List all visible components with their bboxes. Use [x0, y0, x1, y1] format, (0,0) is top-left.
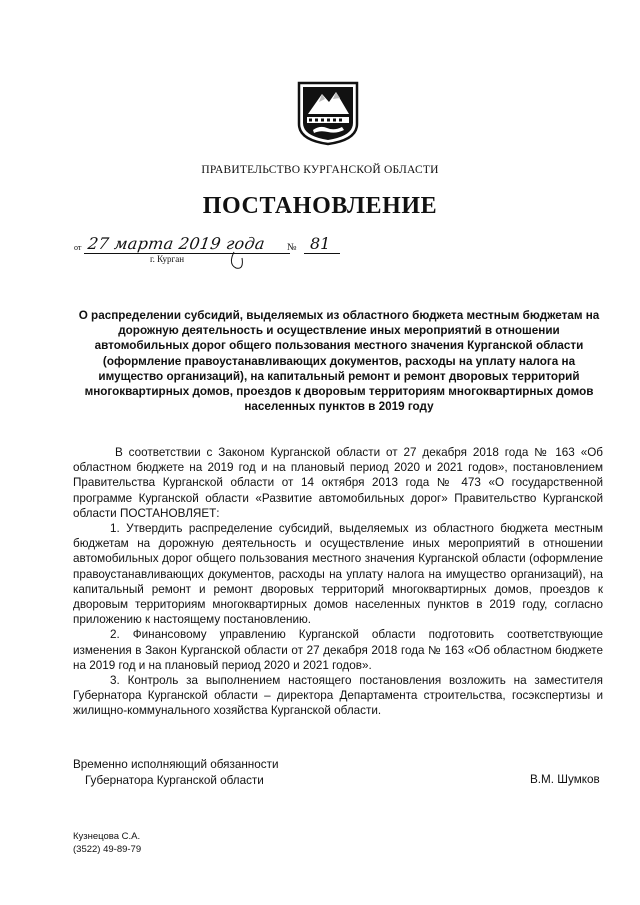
- executor-contact: [73, 830, 141, 856]
- executor-name: Кузнецова С.А.: [73, 831, 141, 842]
- item-3-paragraph: 3. Контроль за выполнением настоящего постановления возложить на заместителя Губернатора Курганской области – директора Департамента строительства, госэкспертизы и жилищно-коммунального хозяйства Курганской области.: [73, 674, 603, 718]
- signer-name: В.М. Шумков: [530, 773, 600, 786]
- city-label: г. Курган: [150, 254, 185, 264]
- date-number-block: [74, 234, 354, 268]
- signer-position: [73, 757, 278, 789]
- resolution-body: [73, 445, 603, 719]
- handwritten-number: 81: [310, 234, 331, 253]
- number-sign: №: [287, 242, 297, 253]
- preamble-paragraph: В соответствии с Законом Курганской области от 27 декабря 2018 года № 163 «Об областном бюджете на 2019 год и на плановый период 2020 и 2021 годов», постановлением Правительства Курганской области от 14 октября 2013 года № 473 «О государственной программе Курганской области «Развитие автомобильных дорог» Правительство Курганской области ПОСТАНОВЛЯЕТ:: [73, 446, 603, 520]
- handwriting-flourish: [224, 248, 264, 272]
- item-1-paragraph: 1. Утвердить распределение субсидий, выделяемых из областного бюджета местным бюджетам на дорожную деятельность и осуществление иных мероприятий в отношении автомобильных дорог общего пользования местного значения Курганской области (оформление правоустанавливающих документов, расходы на уплату налога на имущество организаций), на капитальный ремонт и ремонт дворовых территорий многоквартирных домов, проездов к дворовым территориям многоквартирных домов населенных пунктов в 2019 году, согласно приложению к настоящему постановлению.: [73, 522, 603, 627]
- number-underline: [304, 253, 340, 254]
- item-2-paragraph: 2. Финансовому управлению Курганской области подготовить соответствующие изменения в Закон Курганской области от 27 декабря 2018 года № 163 «Об областном бюджете на 2019 год и на плановый период 2020 и 2021 годов».: [73, 628, 603, 672]
- executor-phone: (3522) 49-89-79: [73, 844, 142, 855]
- signer-position-line1: Временно исполняющий обязанности: [73, 758, 279, 771]
- document-title: ПОСТАНОВЛЕНИЕ: [202, 193, 438, 219]
- resolution-heading: О распределении субсидий, выделяемых из областного бюджета местным бюджетам на дорожную деятельность и осуществление иных мероприятий в отношении автомобильных дорог общего пользования местного значения Курганской области (оформление правоустанавливающих документов, расходы на уплату налога на имущество организаций), на капитальный ремонт и ремонт дворовых территорий многоквартирных домов, проездов к дворовым территориям многоквартирных домов населенных пунктов в 2019 году: [78, 309, 600, 414]
- coat-of-arms-icon: [296, 80, 360, 146]
- government-name: ПРАВИТЕЛЬСТВО КУРГАНСКОЙ ОБЛАСТИ: [201, 164, 439, 176]
- handwritten-date: 27 марта 2019 года: [86, 234, 267, 253]
- date-prefix: от: [74, 243, 82, 252]
- signer-position-line2: Губернатора Курганской области: [85, 774, 264, 787]
